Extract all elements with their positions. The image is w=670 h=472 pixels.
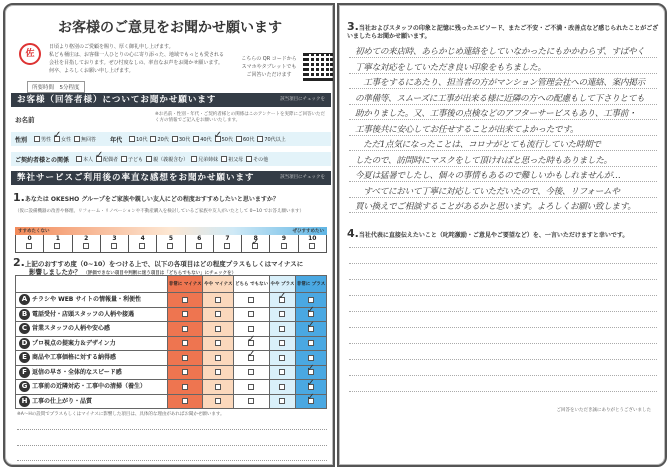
q-num: 1. <box>13 191 25 204</box>
answer-line[interactable] <box>349 359 657 360</box>
checkbox[interactable] <box>111 243 117 249</box>
checkbox[interactable] <box>281 243 287 249</box>
q-num: 2. <box>13 256 25 269</box>
rating-cell[interactable] <box>269 307 295 322</box>
checkbox-option[interactable] <box>54 136 71 143</box>
scale-option[interactable] <box>186 235 214 252</box>
rating-cell[interactable] <box>234 380 270 395</box>
checkbox[interactable] <box>83 243 89 249</box>
checkbox[interactable] <box>308 311 314 317</box>
checkbox[interactable] <box>308 369 314 375</box>
handwritten-line: 工事後共に安心してお任せすることが出来てよかったです。 <box>355 124 579 135</box>
checkbox[interactable] <box>279 326 285 332</box>
handwritten-line: すべてにおいて丁寧に対応していただいたので、今後、リフォームや <box>355 186 620 197</box>
thanks-text: ご回答をいただき誠にありがとうございました <box>556 408 651 413</box>
answer-line[interactable] <box>349 263 657 264</box>
answer-line[interactable] <box>17 460 327 461</box>
scale-number: 6 <box>197 235 202 242</box>
handwritten-line: 工事をするにあたり、担当者の方がマンション管理会社への連絡、案内掲示 <box>355 78 645 88</box>
column-header: 非常に マイナス <box>168 276 203 293</box>
field-label: 年代 <box>110 136 123 144</box>
gender-age-row <box>11 132 331 146</box>
scale-number: 1 <box>55 235 60 242</box>
answer-line[interactable] <box>349 247 657 248</box>
checkbox[interactable] <box>215 340 221 346</box>
checkbox[interactable] <box>121 156 127 162</box>
answer-line <box>349 212 657 213</box>
rating-cell[interactable] <box>203 322 234 337</box>
scale-number: 4 <box>140 235 145 242</box>
section-title: 弊社サービスご利用後の率直な感想をお聞かせ願います <box>17 173 255 183</box>
checkbox-option[interactable] <box>121 156 143 163</box>
recommend-scale <box>15 235 327 253</box>
checkbox[interactable] <box>215 398 221 404</box>
handwritten-line: 初めての来店時、あらかじめ連絡をしていなかったにもかかわらず、すばやく <box>355 47 645 57</box>
section-hint: 該当項目にチェックを <box>280 175 325 180</box>
checkbox[interactable] <box>279 369 285 375</box>
option-label: 男性 <box>41 136 52 143</box>
checkbox[interactable] <box>279 340 285 346</box>
q-text: あなたは OKESHO グループをご家族や親しい友人にどの程度おすすめしたいと思いますか？ <box>24 196 279 203</box>
checkbox[interactable] <box>279 297 285 303</box>
answer-line[interactable] <box>349 311 657 312</box>
checkbox-option[interactable] <box>221 156 243 163</box>
checkbox[interactable] <box>248 369 254 375</box>
rating-cell[interactable] <box>269 394 295 409</box>
question-4 <box>347 227 628 240</box>
option-label: その他 <box>253 156 269 163</box>
rating-cell[interactable] <box>269 365 295 380</box>
option-label: 祖父母 <box>228 156 244 163</box>
item-letter-icon: G <box>19 381 30 392</box>
scale-number: 5 <box>168 235 174 242</box>
seal-stamp: 佐 <box>19 43 41 65</box>
checkbox-option[interactable] <box>76 156 93 163</box>
option-label: 30代 <box>178 136 191 143</box>
rating-cell[interactable] <box>269 336 295 351</box>
option-label: 60代 <box>242 136 255 143</box>
rating-cell[interactable] <box>269 293 295 308</box>
checkbox[interactable] <box>308 340 314 346</box>
item-letter-icon: B <box>19 309 30 320</box>
intro-text <box>49 43 224 75</box>
answer-line <box>349 150 657 151</box>
scale-option[interactable] <box>16 235 44 252</box>
answer-line <box>349 57 657 58</box>
scale-option[interactable] <box>73 235 101 252</box>
scale-number: 7 <box>225 235 230 242</box>
rating-cell[interactable] <box>168 336 203 351</box>
intro-line: 会社を目指しております。ぜひ忖度なしの、率直なお声をお聞かせ願います。 <box>49 60 224 66</box>
checkbox[interactable] <box>215 311 221 317</box>
checkbox-option[interactable] <box>215 136 233 143</box>
item-letter-icon: E <box>19 352 30 363</box>
scale-number: 10 <box>308 235 317 242</box>
checkbox[interactable] <box>150 136 156 142</box>
answer-line[interactable] <box>349 279 657 280</box>
rating-cell[interactable] <box>203 307 234 322</box>
q-num: 3. <box>347 20 359 33</box>
rating-cell[interactable] <box>203 394 234 409</box>
checkbox[interactable] <box>129 136 135 142</box>
item-text: プロ視点の提案力＆デザイン力 <box>32 339 116 347</box>
column-header: 非常に プラス <box>296 276 327 293</box>
checkbox-option[interactable] <box>74 136 96 143</box>
scale-number: 3 <box>112 235 117 242</box>
field-label: ご契約者様との関係 <box>15 156 70 164</box>
qr-text <box>237 55 301 79</box>
item-label <box>16 365 168 380</box>
option-label: 子ども <box>128 156 144 163</box>
handwritten-line: 今夏は猛暑でしたし、個々の事情もあるので難しいかもしれませんが… <box>355 171 621 181</box>
checkbox[interactable] <box>182 369 188 375</box>
rating-cell[interactable] <box>168 293 203 308</box>
checkbox[interactable] <box>146 156 152 162</box>
item-label <box>16 307 168 322</box>
rating-cell[interactable] <box>269 351 295 366</box>
option-label: 女性 <box>61 136 72 143</box>
checkbox-option[interactable] <box>172 136 190 143</box>
qr-line: ご回答いただけます <box>246 72 292 78</box>
q1-sub: （仮に設備機器の改善や修理、リフォーム・リノベーションや不動産購入を検討しているご家族や友人がいたとして 0~10 でお答え願います） <box>15 209 304 214</box>
checkbox[interactable] <box>215 326 221 332</box>
item-letter-icon: A <box>19 294 30 305</box>
recommend-scale-bar <box>15 227 327 235</box>
checkbox[interactable] <box>215 384 221 390</box>
checkbox[interactable] <box>215 355 221 361</box>
table-row <box>16 336 327 351</box>
checkbox[interactable] <box>182 355 188 361</box>
handwritten-line: の準備等、スムーズに工事が出来る様に近隣の方への配慮もして下さりとても <box>355 93 645 104</box>
item-label <box>16 293 168 308</box>
item-letter-icon: C <box>19 323 30 334</box>
scale-option[interactable] <box>44 235 72 252</box>
rating-cell[interactable] <box>234 307 270 322</box>
checkbox[interactable] <box>221 156 227 162</box>
rating-cell[interactable] <box>168 351 203 366</box>
item-letter-icon: D <box>19 338 30 349</box>
answer-line[interactable] <box>349 327 657 328</box>
table-row <box>16 365 327 380</box>
checkbox-option[interactable] <box>191 156 218 163</box>
item-text: 営業スタッフの人柄や安心感 <box>32 325 111 333</box>
question-1 <box>13 191 331 204</box>
checkbox[interactable] <box>182 340 188 346</box>
option-label: 10代 <box>136 136 148 143</box>
rating-cell[interactable] <box>234 351 270 366</box>
item-letter-icon: F <box>19 367 30 378</box>
checkbox-option[interactable] <box>193 136 211 143</box>
checkbox[interactable] <box>215 369 221 375</box>
checkbox[interactable] <box>248 398 254 404</box>
relation-row <box>11 152 331 166</box>
checkbox[interactable] <box>279 355 285 361</box>
scale-option[interactable] <box>129 235 157 252</box>
item-label <box>16 336 168 351</box>
section-title: お客様（回答者様）についてお聞かせ願います <box>17 95 217 105</box>
answer-line <box>349 135 657 136</box>
intro-line: 何卒、よろしくお願い申し上げます。 <box>49 68 134 74</box>
q2-note: ※A～Hの設問でプラスもしくはマイナスに影響した項目は、具体的な理由があればお聞かせ願います。 <box>17 412 225 417</box>
checkbox[interactable] <box>257 136 263 142</box>
answer-line[interactable] <box>349 375 657 376</box>
checkbox[interactable] <box>182 398 188 404</box>
scale-option[interactable] <box>242 235 270 252</box>
answer-line[interactable] <box>349 295 657 296</box>
intro-line: 私ども桶庄は、お客様一人ひとりの心に寄り添った、地域でもっとも愛される <box>49 52 225 58</box>
checkbox[interactable] <box>279 398 285 404</box>
rating-cell[interactable] <box>234 394 270 409</box>
checkbox[interactable] <box>54 136 60 142</box>
q2-sub: （評価できない項目や判断に迷う項目は「どちらでもない」にチェックを） <box>83 271 237 276</box>
scale-option[interactable] <box>299 235 326 252</box>
field-label: 性別 <box>15 136 28 144</box>
checkbox[interactable] <box>248 384 254 390</box>
option-label: 20代 <box>157 136 169 143</box>
checkbox[interactable] <box>309 243 315 249</box>
item-text: 工事前の近隣対応・工事中の清掃（養生） <box>32 383 147 391</box>
answer-line[interactable] <box>17 429 327 430</box>
checkbox[interactable] <box>96 156 102 162</box>
handwritten-line: 助かりました。又、工事後の点検などのアフターサービスもあり、工事前・ <box>355 109 637 119</box>
answer-line <box>349 166 657 167</box>
scale-option[interactable] <box>157 235 185 252</box>
table-row <box>16 394 327 409</box>
scale-number: 9 <box>281 235 287 242</box>
checkbox[interactable] <box>34 136 40 142</box>
table-row <box>16 322 327 337</box>
checkbox[interactable] <box>182 326 188 332</box>
rating-cell[interactable] <box>234 365 270 380</box>
option-label: 配偶者 <box>103 156 119 163</box>
checkbox-option[interactable] <box>129 136 147 143</box>
item-text: 電話受付・店頭スタッフの人柄や接遇 <box>32 310 135 318</box>
column-header: どちら でもない <box>234 276 270 293</box>
table-row <box>16 307 327 322</box>
section-header-respondent <box>11 93 331 107</box>
checkbox[interactable] <box>139 243 145 249</box>
q-text: 当社代表に直接伝えたいこと（叱咤激励・ご意見やご要望など）を、一言いただけますと幸いです。 <box>358 232 629 239</box>
time-required: 所要時間 5分程度 <box>27 81 85 93</box>
rating-cell[interactable] <box>203 293 234 308</box>
question-3 <box>347 20 661 41</box>
checkbox[interactable] <box>182 384 188 390</box>
option-label: 親（義親含む） <box>153 156 189 163</box>
item-text: 商品や工事価格に対する納得感 <box>32 354 117 362</box>
checkbox[interactable] <box>246 156 252 162</box>
table-row <box>16 293 327 308</box>
right-page <box>337 3 667 467</box>
column-header: やや プラス <box>269 276 295 293</box>
checkbox-option[interactable] <box>150 136 168 143</box>
handwritten-line: 丁寧な対応をしていただき良い印象をもちました。 <box>355 62 546 73</box>
rating-cell[interactable] <box>203 336 234 351</box>
option-label: 70代以上 <box>264 136 286 143</box>
checkbox[interactable] <box>167 243 173 249</box>
answer-line <box>349 104 657 105</box>
rating-cell[interactable] <box>296 322 327 337</box>
q-text: 影響しましたか？ <box>29 268 81 276</box>
item-text: 返信の早さ・全体的なスピード感 <box>32 368 122 376</box>
checkbox-option[interactable] <box>246 156 268 163</box>
handwritten-line: したので、訪問時にマスクをして頂ければと思った時もありました。 <box>355 155 612 166</box>
checkbox[interactable] <box>279 311 285 317</box>
answer-line <box>349 88 657 89</box>
rating-cell[interactable] <box>203 365 234 380</box>
option-label: 本人 <box>83 156 94 163</box>
answer-line[interactable] <box>349 391 657 392</box>
checkbox[interactable] <box>252 243 258 249</box>
checkbox[interactable] <box>196 243 202 249</box>
scale-option[interactable] <box>270 235 298 252</box>
checkbox[interactable] <box>182 311 188 317</box>
checkbox[interactable] <box>191 156 197 162</box>
rating-cell[interactable] <box>269 322 295 337</box>
handwritten-line: 買い換えでご相談することがあるかと思います。よろしくお願い致します。 <box>355 202 636 212</box>
item-text: チラシや WEB サイトの情報量・利便性 <box>32 296 142 304</box>
option-label: 無回答 <box>81 136 97 143</box>
checkbox[interactable] <box>279 384 285 390</box>
name-note: ※お名前・性別・年代・ご契約者様との関係はこのアンケートを実際にご回答いただく方の情報でご記入をお願いいたします。 <box>155 112 325 123</box>
scale-option[interactable] <box>214 235 242 252</box>
answer-line[interactable] <box>17 445 327 446</box>
checkbox[interactable] <box>26 243 32 249</box>
answer-line <box>349 181 657 182</box>
checkbox[interactable] <box>172 136 178 142</box>
left-page <box>3 3 335 467</box>
checkbox[interactable] <box>248 340 254 346</box>
checkbox[interactable] <box>308 297 314 303</box>
rating-cell[interactable] <box>269 380 295 395</box>
checkbox[interactable] <box>215 136 221 142</box>
checkbox[interactable] <box>308 326 314 332</box>
page-title: お客様のご意見をお聞かせ願います <box>58 20 282 36</box>
answer-line <box>349 119 657 120</box>
scale-high-label: ぜひすすめたい <box>292 229 324 234</box>
option-label: 兄弟姉妹 <box>198 156 219 163</box>
answer-line[interactable] <box>349 343 657 344</box>
rating-cell[interactable] <box>203 351 234 366</box>
checkbox[interactable] <box>54 243 60 249</box>
item-label <box>16 394 168 409</box>
checkbox-option[interactable] <box>257 136 285 143</box>
item-label <box>16 322 168 337</box>
item-letter-icon: H <box>19 396 30 407</box>
qr-code[interactable] <box>303 51 333 81</box>
rating-cell[interactable] <box>168 380 203 395</box>
checkbox-option[interactable] <box>34 136 51 143</box>
table-row <box>16 380 327 395</box>
rating-cell[interactable] <box>168 322 203 337</box>
checkbox[interactable] <box>193 136 199 142</box>
checkbox[interactable] <box>74 136 80 142</box>
checkbox[interactable] <box>76 156 82 162</box>
scale-option[interactable] <box>101 235 129 252</box>
checkbox[interactable] <box>308 398 314 404</box>
name-label: お名前 <box>15 116 35 124</box>
qr-line: こちらの QR コードから <box>241 56 297 62</box>
answer-line <box>349 197 657 198</box>
checkbox-option[interactable] <box>236 136 254 143</box>
option-label: 50代 <box>221 136 233 143</box>
checkbox[interactable] <box>248 297 254 303</box>
scale-low-label: すすめたくない <box>18 229 50 234</box>
q-text: 上記のおすすめ度（0~10）をつける上で、以下の各項目はどの程度プラスもしくはマイナスに <box>24 260 304 268</box>
checkbox[interactable] <box>182 297 188 303</box>
checkbox-option[interactable] <box>146 156 188 163</box>
qr-line: スマホやタブレットでも <box>241 64 297 70</box>
item-label <box>16 380 168 395</box>
checkbox-option[interactable] <box>96 156 118 163</box>
rating-cell[interactable] <box>168 394 203 409</box>
item-label <box>16 351 168 366</box>
checkbox[interactable] <box>236 136 242 142</box>
checkbox[interactable] <box>248 311 254 317</box>
rating-cell[interactable] <box>296 336 327 351</box>
section-header-feedback <box>11 171 331 185</box>
handwritten-line: ただ1点気になったことは、コロナがとても流行していた時期で <box>355 140 601 150</box>
rating-cell[interactable] <box>168 307 203 322</box>
rating-cell[interactable] <box>168 365 203 380</box>
impact-table <box>15 275 327 409</box>
checkbox[interactable] <box>248 326 254 332</box>
blank-header <box>16 276 168 293</box>
checkbox[interactable] <box>308 384 314 390</box>
rating-cell[interactable] <box>234 293 270 308</box>
column-header: やや マイナス <box>203 276 234 293</box>
checkbox[interactable] <box>215 297 221 303</box>
answer-line <box>349 73 657 74</box>
checkbox[interactable] <box>224 243 230 249</box>
scale-number: 0 <box>27 235 32 242</box>
rating-cell[interactable] <box>203 380 234 395</box>
q-num: 4. <box>347 227 359 240</box>
table-row <box>16 351 327 366</box>
checkbox[interactable] <box>308 355 314 361</box>
rating-cell[interactable] <box>296 394 327 409</box>
checkbox[interactable] <box>248 355 254 361</box>
item-text: 工事の仕上がり・品質 <box>32 397 93 405</box>
option-label: 40代 <box>200 136 212 143</box>
q-text: 当社およびスタッフの印象と記憶に残ったエピソード、またご不安・ご不満・改善点など感じられたことがございましたらお聞かせ願います。 <box>347 25 659 40</box>
scale-number: 2 <box>84 235 89 242</box>
section-hint: 該当項目にチェックを <box>280 97 325 102</box>
intro-line: 日頃より格別のご愛顧を賜り、厚く御礼申し上げます。 <box>49 44 174 50</box>
